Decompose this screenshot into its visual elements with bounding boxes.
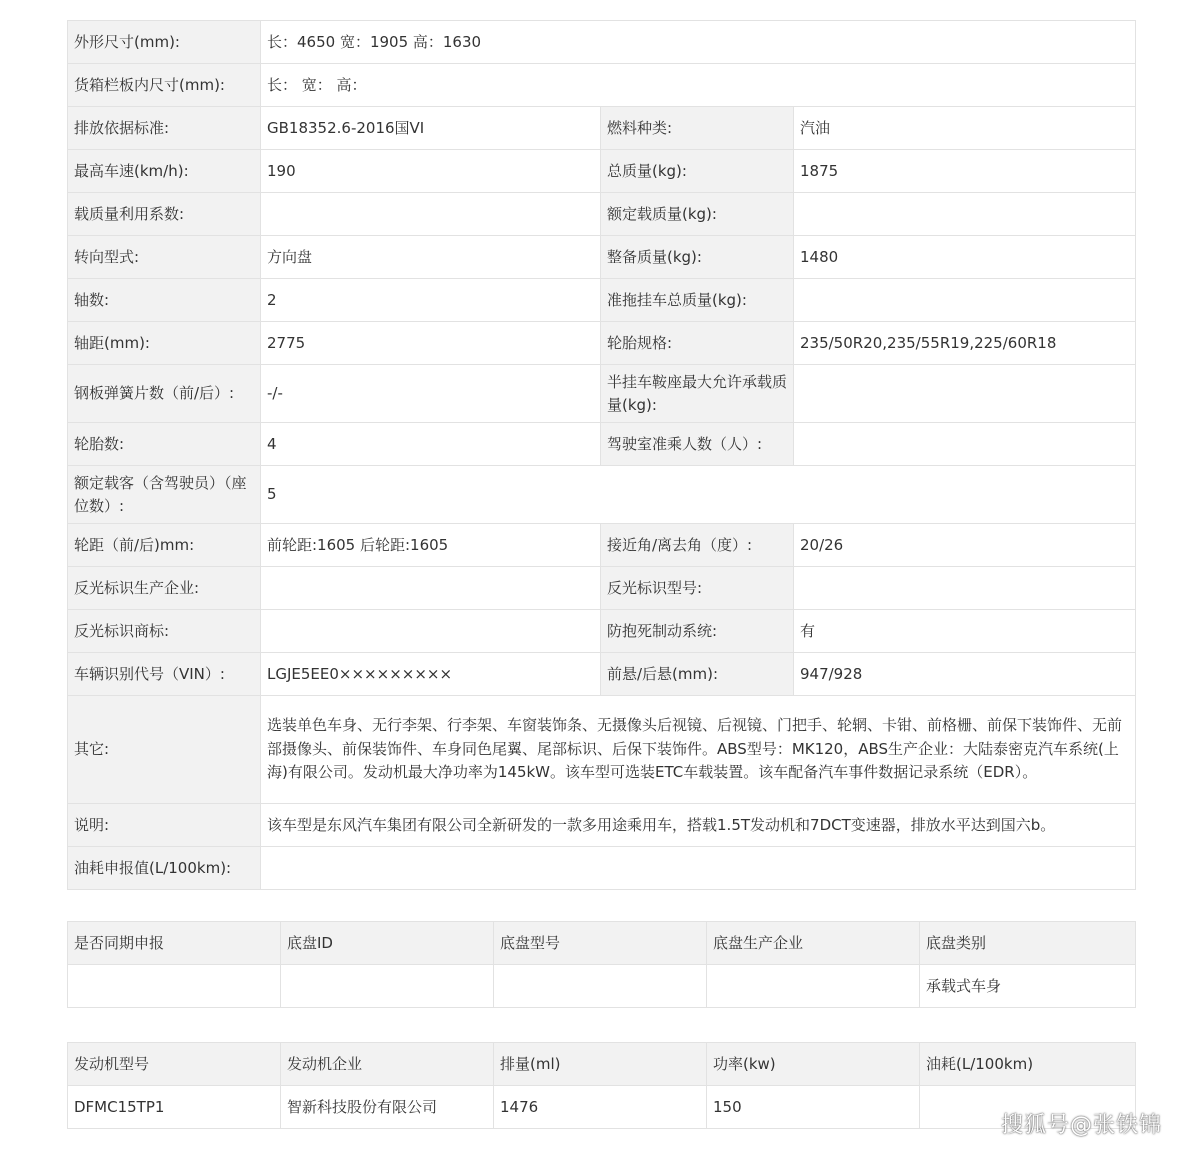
chassis-cell bbox=[707, 965, 920, 1008]
axles-value: 2 bbox=[261, 279, 601, 322]
spec-row-fuel-report bbox=[68, 847, 1136, 890]
desc-label: 说明: bbox=[68, 804, 261, 847]
gross-mass-label: 总质量(kg): bbox=[601, 150, 794, 193]
chassis-header-cell: 是否同期申报 bbox=[68, 922, 281, 965]
spec-row-other bbox=[68, 696, 1136, 804]
overhang-value: 947/928 bbox=[794, 653, 1136, 696]
chassis-cell bbox=[68, 965, 281, 1008]
trailer-mass-label: 准拖挂车总质量(kg): bbox=[601, 279, 794, 322]
reflect-brand-label: 反光标识商标: bbox=[68, 610, 261, 653]
rated-load-label: 额定载质量(kg): bbox=[601, 193, 794, 236]
spec-row-axles bbox=[68, 279, 1136, 322]
emission-label: 排放依据标准: bbox=[68, 107, 261, 150]
other-label: 其它: bbox=[68, 696, 261, 804]
fuel-type-value: 汽油 bbox=[794, 107, 1136, 150]
spec-row-cargo bbox=[68, 64, 1136, 107]
spec-row-steering bbox=[68, 236, 1136, 279]
engine-cell: 智新科技股份有限公司 bbox=[281, 1086, 494, 1129]
engine-table bbox=[67, 1042, 1136, 1129]
engine-header-cell: 排量(ml) bbox=[494, 1043, 707, 1086]
cab-occupants-label: 驾驶室准乘人数（人）: bbox=[601, 423, 794, 466]
cargo-value: 长： 宽： 高： bbox=[261, 64, 1136, 107]
engine-header-cell: 发动机企业 bbox=[281, 1043, 494, 1086]
trailer-mass-value bbox=[794, 279, 1136, 322]
tires-value: 4 bbox=[261, 423, 601, 466]
curb-mass-label: 整备质量(kg): bbox=[601, 236, 794, 279]
spec-row-spring bbox=[68, 365, 1136, 423]
wheelbase-label: 轴距(mm): bbox=[68, 322, 261, 365]
spec-row-seats bbox=[68, 466, 1136, 524]
table-row bbox=[68, 965, 1136, 1008]
emission-value: GB18352.6-2016国VI bbox=[261, 107, 601, 150]
spec-row-brand bbox=[68, 610, 1136, 653]
engine-header-cell: 功率(kw) bbox=[707, 1043, 920, 1086]
spec-row-wheelbase bbox=[68, 322, 1136, 365]
max-speed-label: 最高车速(km/h): bbox=[68, 150, 261, 193]
saddle-label: 半挂车鞍座最大允许承载质量(kg): bbox=[601, 365, 794, 423]
max-speed-value: 190 bbox=[261, 150, 601, 193]
spec-row-vin bbox=[68, 653, 1136, 696]
engine-cell: DFMC15TP1 bbox=[68, 1086, 281, 1129]
engine-header-row bbox=[68, 1043, 1136, 1086]
spec-row-reflect bbox=[68, 567, 1136, 610]
fuel-report-value bbox=[261, 847, 1136, 890]
steering-value: 方向盘 bbox=[261, 236, 601, 279]
tire-spec-label: 轮胎规格: bbox=[601, 322, 794, 365]
steering-label: 转向型式: bbox=[68, 236, 261, 279]
wheelbase-value: 2775 bbox=[261, 322, 601, 365]
spec-row-load bbox=[68, 193, 1136, 236]
axles-label: 轴数: bbox=[68, 279, 261, 322]
engine-header-cell: 油耗(L/100km) bbox=[920, 1043, 1136, 1086]
spec-row-speed bbox=[68, 150, 1136, 193]
chassis-cell bbox=[281, 965, 494, 1008]
chassis-table bbox=[67, 921, 1136, 1008]
spec-row-desc bbox=[68, 804, 1136, 847]
load-coef-label: 载质量利用系数: bbox=[68, 193, 261, 236]
table-row bbox=[68, 1086, 1136, 1129]
desc-value: 该车型是东风汽车集团有限公司全新研发的一款多用途乘用车，搭载1.5T发动机和7DCT变速器，排放水平达到国六b。 bbox=[261, 804, 1136, 847]
spec-row-emission bbox=[68, 107, 1136, 150]
spring-label: 钢板弹簧片数（前/后）: bbox=[68, 365, 261, 423]
cab-occupants-value bbox=[794, 423, 1136, 466]
reflect-brand-value bbox=[261, 610, 601, 653]
tires-label: 轮胎数: bbox=[68, 423, 261, 466]
angle-value: 20/26 bbox=[794, 524, 1136, 567]
track-label: 轮距（前/后)mm: bbox=[68, 524, 261, 567]
vehicle-spec-table bbox=[67, 20, 1136, 890]
rated-load-value bbox=[794, 193, 1136, 236]
track-value: 前轮距:1605 后轮距:1605 bbox=[261, 524, 601, 567]
gross-mass-value: 1875 bbox=[794, 150, 1136, 193]
spec-row-dimensions bbox=[68, 21, 1136, 64]
dimensions-label: 外形尺寸(mm): bbox=[68, 21, 261, 64]
spring-value: -/- bbox=[261, 365, 601, 423]
chassis-header-cell: 底盘ID bbox=[281, 922, 494, 965]
load-coef-value bbox=[261, 193, 601, 236]
engine-cell: 150 bbox=[707, 1086, 920, 1129]
reflect-maker-label: 反光标识生产企业: bbox=[68, 567, 261, 610]
spec-row-tires bbox=[68, 423, 1136, 466]
chassis-header-cell: 底盘类别 bbox=[920, 922, 1136, 965]
dimensions-value: 长：4650 宽：1905 高：1630 bbox=[261, 21, 1136, 64]
vin-label: 车辆识别代号（VIN）: bbox=[68, 653, 261, 696]
vin-value: LGJE5EE0××××××××× bbox=[261, 653, 601, 696]
fuel-report-label: 油耗申报值(L/100km): bbox=[68, 847, 261, 890]
watermark: 搜狐号@张铁锦 bbox=[1001, 1113, 1163, 1138]
chassis-header-cell: 底盘型号 bbox=[494, 922, 707, 965]
chassis-cell: 承载式车身 bbox=[920, 965, 1136, 1008]
abs-label: 防抱死制动系统: bbox=[601, 610, 794, 653]
fuel-type-label: 燃料种类: bbox=[601, 107, 794, 150]
saddle-value bbox=[794, 365, 1136, 423]
angle-label: 接近角/离去角（度）: bbox=[601, 524, 794, 567]
chassis-cell bbox=[494, 965, 707, 1008]
engine-cell: 1476 bbox=[494, 1086, 707, 1129]
other-value: 选装单色车身、无行李架、行李架、车窗装饰条、无摄像头后视镜、后视镜、门把手、轮辋、卡钳、前格栅、前保下装饰件、无前部摄像头、前保装饰件、车身同色尾翼、尾部标识、后保下装饰件。ABS型号：MK120，ABS生产企业：大陆泰密克汽车系统(上海)有限公司。发动机最大净功率为145kW。该车型可选装ETC车载装置。该车配备汽车事件数据记录系统（EDR）。 bbox=[261, 696, 1136, 804]
seats-value: 5 bbox=[261, 466, 1136, 524]
overhang-label: 前悬/后悬(mm): bbox=[601, 653, 794, 696]
seats-label: 额定载客（含驾驶员）（座位数）: bbox=[68, 466, 261, 524]
curb-mass-value: 1480 bbox=[794, 236, 1136, 279]
spec-row-track bbox=[68, 524, 1136, 567]
cargo-label: 货箱栏板内尺寸(mm): bbox=[68, 64, 261, 107]
abs-value: 有 bbox=[794, 610, 1136, 653]
reflect-model-value bbox=[794, 567, 1136, 610]
reflect-model-label: 反光标识型号: bbox=[601, 567, 794, 610]
engine-header-cell: 发动机型号 bbox=[68, 1043, 281, 1086]
tire-spec-value: 235/50R20,235/55R19,225/60R18 bbox=[794, 322, 1136, 365]
chassis-header-cell: 底盘生产企业 bbox=[707, 922, 920, 965]
chassis-header-row bbox=[68, 922, 1136, 965]
reflect-maker-value bbox=[261, 567, 601, 610]
